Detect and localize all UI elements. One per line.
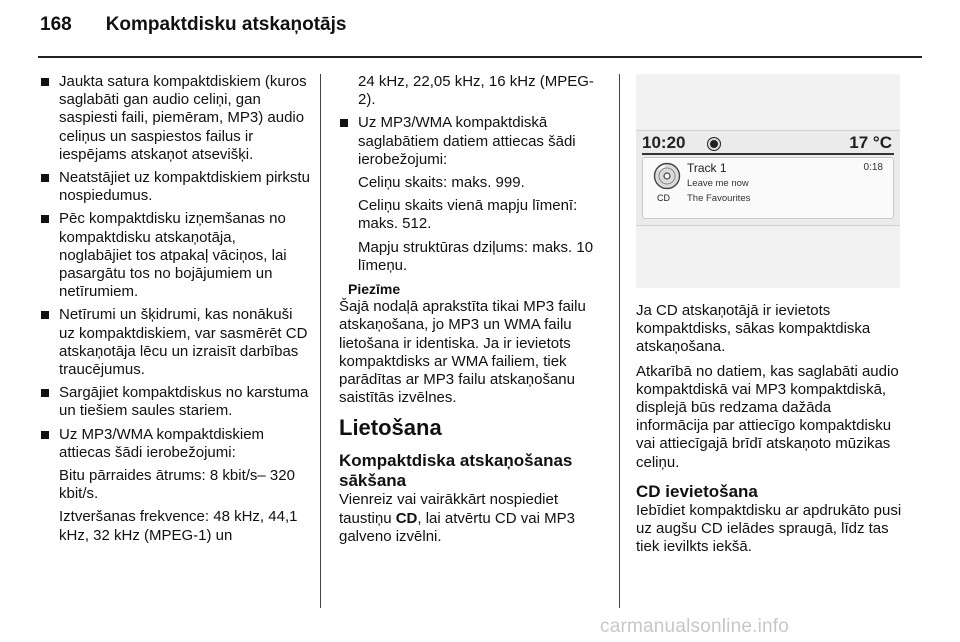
- sub-item-frequency-cont: 24 kHz, 22,05 kHz, 16 kHz (MPEG-2).: [358, 73, 594, 109]
- paragraph-display-info: Atkarībā no datiem, kas saglabāti audio kompaktdiskā vai MP3 kompaktdiskā, displejā būs redzama dažāda informācija par attiecīgo kompaktdisku vai attiecīgajā brīdī atskaņoto mūzikas celiņu.: [636, 362, 899, 471]
- bullet-item: Uz MP3/WMA kompaktdiskiem attiecas šādi ierobežojumi:: [40, 426, 312, 462]
- bullet-item: Sargājiet kompaktdiskus no karstuma un tiešiem saules stariem.: [40, 384, 312, 420]
- source-label: CD: [657, 193, 670, 203]
- display-illustration: [636, 74, 900, 288]
- bullet-item: Uz MP3/WMA kompaktdiskā saglabātiem datiem attiecas šādi ierobežojumi:: [339, 114, 607, 169]
- infotainment-screen: [636, 130, 900, 226]
- page-title: Kompaktdisku atskaņotājs: [105, 14, 347, 35]
- paragraph-start-playback: [339, 491, 607, 546]
- clock: 10:20: [642, 133, 686, 152]
- cd-button-label: CD: [395, 509, 418, 527]
- track-title: Track 1: [687, 161, 727, 175]
- bullet-item: Jaukta satura kompaktdiskiem (kuros saglabāti gan audio celiņi, gan saspiesti faili, piemēram, MP3) audio celiņus un saspiestos failus ir iespējams atskaņot atsevišķi.: [40, 73, 312, 164]
- bullet-item: Netīrumi un šķidrumi, kas nonākuši uz kompaktdiskiem, var sasmērēt CD atskaņotāja lēcu un izraisīt darbības traucējumus.: [40, 306, 312, 379]
- paragraph-text: Vienreiz vai vairākkārt nospiediet taustiņu: [339, 491, 559, 527]
- elapsed-time: 0:18: [863, 162, 883, 173]
- track-album: The Favourites: [687, 193, 751, 204]
- column-divider-right: [619, 74, 620, 608]
- sub-item-bitrate: Bitu pārraides ātrums: 8 kbit/s– 320 kbit/s.: [59, 467, 295, 503]
- watermark-text: carmanualsonline.info: [600, 616, 790, 637]
- column-1: [40, 73, 312, 550]
- header-rule: [38, 56, 922, 58]
- sub-item-folder-depth: Mapju struktūras dziļums: maks. 10 līmeņu.: [358, 238, 594, 274]
- sub-item-frequency: Iztveršanas frekvence: 48 kHz, 44,1 kHz, 32 kHz (MPEG-1) un: [59, 508, 298, 544]
- page-number: 168: [40, 14, 72, 35]
- paragraph-text: , lai atvērtu CD vai MP3 galveno izvēlni.: [339, 509, 575, 545]
- column-2: [339, 73, 607, 552]
- bullet-item: Neatstājiet uz kompaktdiskiem pirkstu nospiedumus.: [40, 169, 312, 205]
- note-text: Šajā nodaļā aprakstīta tikai MP3 failu atskaņošana, jo MP3 un WMA failu lietošana ir identiska. Ja ir ievietots kompaktdisks ar WMA failiem, tiek parādītas ar MP3 failu atskaņošanu saistītās izvēlnes.: [339, 298, 586, 407]
- paragraph-cd-inserted: Ja CD atskaņotājā ir ievietots kompaktdisks, sākas kompaktdiska atskaņošana.: [636, 302, 871, 356]
- column-divider-left: [320, 74, 321, 608]
- indicator-dot-icon: [708, 138, 720, 150]
- temperature: 17 °C: [849, 133, 892, 152]
- subsection-heading-insert: CD ievietošana: [636, 481, 758, 501]
- bullet-item: Pēc kompaktdisku izņemšanas no kompaktdisku atskaņotāja, noglabājiet tos atpakaļ vāciņos, lai pasargātu tos no bojājumiem un netīrumiem.: [40, 210, 312, 301]
- sub-item-tracks-per-folder: Celiņu skaits vienā mapju līmenī: maks. 512.: [358, 197, 578, 233]
- sub-item-track-count: Celiņu skaits: maks. 999.: [358, 174, 525, 192]
- subsection-heading: Kompaktdiska atskaņošanas sākšana: [339, 451, 573, 491]
- track-panel: [642, 157, 894, 219]
- status-bar: [642, 133, 894, 155]
- note-label: Piezīme: [348, 281, 401, 298]
- paragraph-insert-cd: Iebīdiet kompaktdisku ar apdrukāto pusi uz augšu CD ielādes spraugā, līdz tas tiek ievilkts iekšā.: [636, 501, 902, 556]
- track-artist: Leave me now: [687, 178, 749, 189]
- section-heading: Lietošana: [339, 415, 442, 441]
- column-3: [636, 302, 902, 562]
- cd-disc-icon: [653, 162, 681, 190]
- page-header: [40, 14, 346, 36]
